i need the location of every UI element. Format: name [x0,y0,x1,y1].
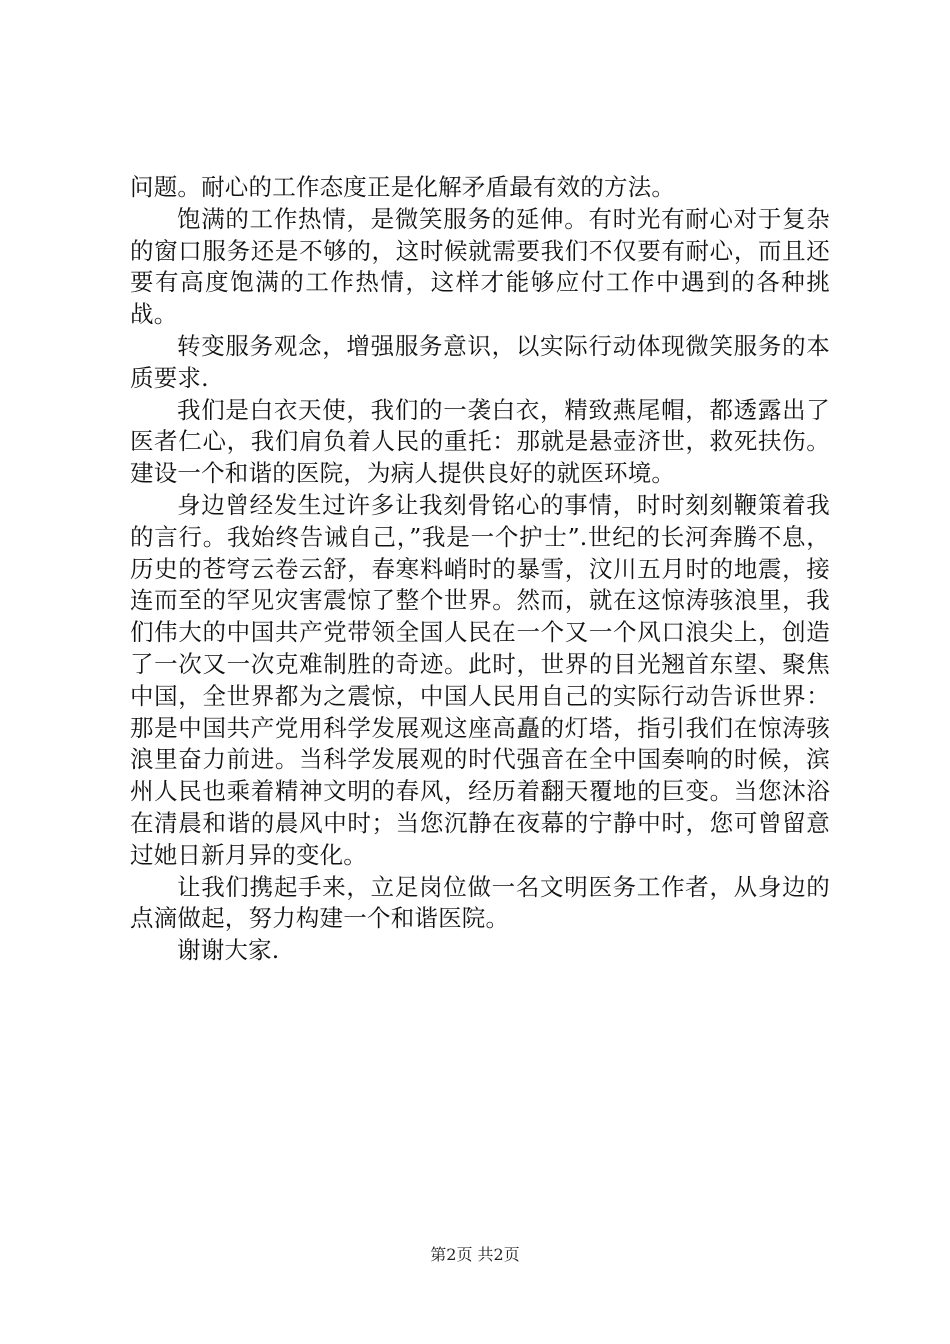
paragraph-thanks: 谢谢大家. [177,936,280,965]
paragraph-call-to-action: 让我们携起手来，立足岗位做一名文明医务工作者，从身边的点滴做起，努力构建一个和谐医院。 [130,872,830,933]
paragraph-continuation: 问题。耐心的工作态度正是化解矛盾最有效的方法。 [130,173,676,201]
page-number: 第2页 [430,1245,473,1264]
page-total: 共2页 [477,1245,520,1264]
paragraph-memories: 身边曾经发生过许多让我刻骨铭心的事情，时时刻刻鞭策着我的言行。我始终告诫自己，”我是一个护士”.世纪的长河奔腾不息，历史的苍穹云卷云舒，春寒料峭时的暴雪，汶川五月时的地震，接连而至的罕见灾害震惊了整个世界。然而，就在这惊涛骇浪里，我们伟大的中国共产党带领全国人民在一个又一个风口浪尖上，创造了一次又一次克难制胜的奇迹。此时，世界的目光翘首东望、聚焦中国，全世界都为之震惊，中国人民用自己的实际行动告诉世界：那是中国共产党用科学发展观这座高矗的灯塔，指引我们在惊涛骇浪里奋力前进。当科学发展观的时代强音在全中国奏响的时候，滨州人民也乘着精神文明的春风，经历着翻天覆地的巨变。当您沐浴在清晨和谐的晨风中时；当您沉静在夜幕的宁静中时，您可曾留意过她日新月异的变化。 [130,490,830,869]
paragraph-service-concept: 转变服务观念，增强服务意识，以实际行动体现微笑服务的本质要求. [130,331,830,392]
paragraph-angels-in-white: 我们是白衣天使，我们的一袭白衣，精致燕尾帽，都透露出了医者仁心，我们肩负着人民的重托：那就是悬壶济世，救死扶伤。建设一个和谐的医院，为病人提供良好的就医环境。 [130,395,830,488]
page-footer [0,1245,950,1265]
paragraph-enthusiasm: 饱满的工作热情，是微笑服务的延伸。有时光有耐心对于复杂的窗口服务还是不够的，这时候就需要我们不仅要有耐心，而且还要有高度饱满的工作热情，这样才能够应付工作中遇到的各种挑战。 [130,204,830,329]
document-body [130,172,830,967]
